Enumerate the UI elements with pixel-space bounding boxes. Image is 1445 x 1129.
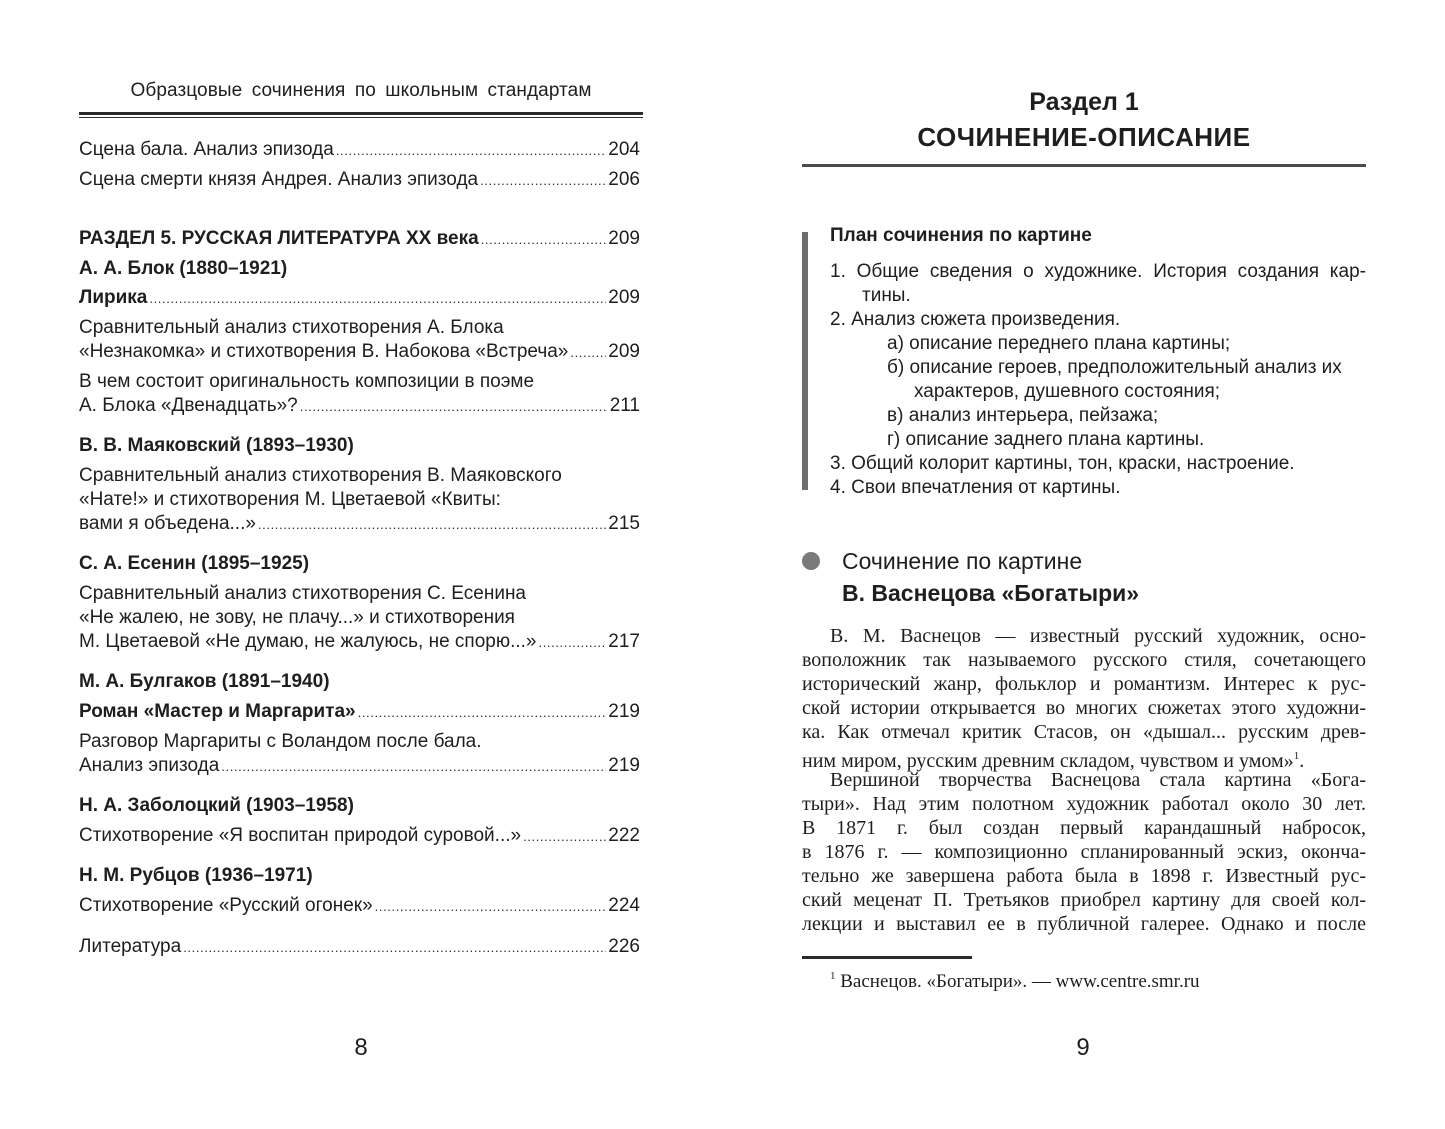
toc-entry[interactable] [79, 824, 640, 849]
essay-title: Сочинение по картине [842, 548, 1083, 574]
toc-leader-dots [375, 895, 607, 919]
body-text-line: лекции и выставил ее в публичной галерее. Однако и после [802, 913, 1366, 935]
body-text-line: Вершиной творчества Васнецова стала картина «Бога- [830, 769, 1366, 791]
toc-author-heading: Н. М. Рубцов (1936–1971) [79, 865, 313, 886]
plan-line: характеров, душевного состояния; [914, 381, 1221, 402]
toc-entry-title: Стихотворение «Я воспитан природой суровой...» [79, 825, 522, 846]
bullet-dot-icon [802, 552, 820, 570]
toc-entry-title: Литература [79, 936, 182, 957]
toc-page-number: 222 [608, 825, 640, 846]
toc-entry[interactable] [79, 168, 640, 193]
footnote [830, 970, 1200, 993]
footnote-mark: 1 [830, 970, 836, 982]
body-text-line: В 1871 г. был создан первый карандашный набросок, [802, 817, 1366, 839]
toc-page-number: 206 [608, 169, 640, 190]
toc-entry[interactable] [79, 340, 640, 365]
section-label: Раздел 1 [1029, 88, 1139, 116]
toc-leader-dots [570, 341, 606, 365]
toc-entry[interactable] [79, 286, 640, 311]
toc-page-number: 209 [608, 341, 640, 362]
toc-entry-title: М. Цветаевой «Не думаю, не жалуюсь, не спорю...» [79, 631, 537, 652]
footnote-rule [802, 956, 972, 959]
toc-leader-dots [538, 631, 606, 655]
body-text-line: тыри». Над этим полотном художник работал около 30 лет. [802, 793, 1366, 815]
toc-leader-dots [300, 395, 608, 419]
toc-leader-dots [480, 169, 606, 193]
body-text-line: в 1876 г. — композиционно спланированный эскиз, оконча- [802, 841, 1366, 863]
page-number: 8 [354, 1034, 368, 1061]
toc-page-number: 211 [609, 395, 640, 416]
toc-entry[interactable] [79, 754, 640, 779]
footnote-reference[interactable]: 1 [1293, 750, 1300, 762]
toc-page-number: 215 [608, 513, 640, 534]
toc-entry-title: Анализ эпизода [79, 755, 220, 776]
plan-line: тины. [862, 285, 911, 306]
toc-leader-dots [258, 513, 606, 537]
toc-entry[interactable] [79, 630, 640, 655]
toc-entry-line[interactable]: Разговор Маргариты с Воландом после бала. [79, 731, 482, 752]
toc-entry-line[interactable]: Сравнительный анализ стихотворения С. Есенина [79, 583, 527, 604]
toc-entry[interactable] [79, 512, 640, 537]
section-title: СОЧИНЕНИЕ-ОПИСАНИЕ [917, 122, 1251, 152]
toc-entry[interactable] [79, 138, 640, 163]
plan-line: а) описание переднего плана картины; [887, 333, 1231, 354]
plan-line: г) описание заднего плана картины. [887, 429, 1205, 450]
toc-entry-title: вами я объедена...» [79, 513, 256, 534]
plan-line: б) описание героев, предположительный анализ их [887, 357, 1342, 378]
toc-author-heading: М. А. Булгаков (1891–1940) [79, 671, 330, 692]
body-text-line: ка. Как отмечал критик Стасов, он «дышал... русским древ- [802, 721, 1366, 743]
toc-entry-title: Роман «Мастер и Маргарита» [79, 701, 356, 722]
toc-entry-line[interactable]: Сравнительный анализ стихотворения В. Маяковского [79, 465, 562, 486]
header-rule-thick [79, 112, 643, 115]
essay-subtitle: В. Васнецова «Богатыри» [842, 580, 1140, 606]
toc-entry-title: «Незнакомка» и стихотворения В. Набокова «Встреча» [79, 341, 569, 362]
plan-line: 2. Анализ сюжета произведения. [830, 309, 1121, 330]
toc-section-entry[interactable] [79, 227, 640, 252]
toc-page-number: 217 [608, 631, 640, 652]
toc-entry-title: РАЗДЕЛ 5. РУССКАЯ ЛИТЕРАТУРА XX века [79, 228, 479, 249]
toc-page-number: 226 [608, 936, 640, 957]
toc-entry-line[interactable]: В чем состоит оригинальность композиции в поэме [79, 371, 535, 392]
toc-entry-line[interactable]: Сравнительный анализ стихотворения А. Блока [79, 317, 504, 338]
toc-leader-dots [358, 701, 607, 725]
plan-line: 4. Свои впечатления от картины. [830, 477, 1121, 498]
plan-line: 1. Общие сведения о художнике. История создания кар- [830, 261, 1366, 282]
toc-entry[interactable] [79, 700, 640, 725]
toc-page-number: 209 [608, 287, 640, 308]
toc-leader-dots [149, 287, 606, 311]
toc-leader-dots [221, 755, 606, 779]
page-number: 9 [1076, 1034, 1090, 1061]
toc-entry-title: Лирика [79, 287, 148, 308]
toc-leader-dots [481, 228, 607, 252]
toc-entry[interactable] [79, 394, 640, 419]
toc-page-number: 204 [608, 139, 640, 160]
toc-author-heading: Н. А. Заболоцкий (1903–1958) [79, 795, 354, 816]
body-text-line: тельно же завершена работа была в 1898 г. Известный рус- [802, 865, 1366, 887]
toc-leader-dots [336, 139, 606, 163]
plan-title: План сочинения по картине [830, 225, 1092, 246]
toc-entry-title: Стихотворение «Русский огонек» [79, 895, 373, 916]
toc-entry[interactable] [79, 935, 640, 960]
right-page [722, 0, 1445, 1129]
toc-page-number: 224 [608, 895, 640, 916]
toc-entry[interactable] [79, 894, 640, 919]
plan-line: в) анализ интерьера, пейзажа; [887, 405, 1159, 426]
toc-entry-title: Сцена смерти князя Андрея. Анализ эпизода [79, 169, 479, 190]
running-head: Образцовые сочинения по школьным стандартам [130, 80, 592, 101]
toc-entry-line[interactable]: «Не жалею, не зову, не плачу...» и стихотворения [79, 607, 515, 628]
toc-entry-title: А. Блока «Двенадцать»? [79, 395, 298, 416]
body-text-line: воположник так называемого русского стиля, сочетающего [802, 649, 1366, 671]
section-rule [802, 164, 1366, 167]
body-text-line: В. М. Васнецов — известный русский художник, осно- [830, 625, 1366, 647]
toc-page-number: 219 [608, 755, 640, 776]
body-text-line: ской истории открывается во многих сюжетах этого художни- [802, 697, 1366, 719]
body-text-line: ский меценат П. Третьяков приобрел картину для своей кол- [802, 889, 1366, 911]
toc-entry-line[interactable]: «Нате!» и стихотворения М. Цветаевой «Квиты: [79, 489, 501, 510]
plan-sidebar-bar [802, 232, 808, 490]
plan-line: 3. Общий колорит картины, тон, краски, настроение. [830, 453, 1295, 474]
left-page [0, 0, 722, 1129]
body-text-span: ним миром, русским древним складом, чувством и умом» [802, 750, 1294, 772]
body-text-line: исторический жанр, фольклор и романтизм. Интерес к рус- [802, 673, 1366, 695]
toc-entry-title: Сцена бала. Анализ эпизода [79, 139, 334, 160]
toc-leader-dots [523, 825, 606, 849]
toc-leader-dots [183, 936, 606, 960]
toc-author-heading: В. В. Маяковский (1893–1930) [79, 435, 354, 456]
toc-page-number: 219 [608, 701, 640, 722]
toc-page-number: 209 [608, 228, 640, 249]
body-text-line: ним миром, русским древним складом, чувством и умом»$^1$. [802, 750, 1305, 772]
footnote-text: Васнецов. «Богатыри». — www.centre.smr.ru [840, 971, 1200, 992]
toc-author-heading: С. А. Есенин (1895–1925) [79, 553, 310, 574]
toc-author-heading: А. А. Блок (1880–1921) [79, 258, 288, 279]
header-rule-thin [79, 117, 643, 118]
